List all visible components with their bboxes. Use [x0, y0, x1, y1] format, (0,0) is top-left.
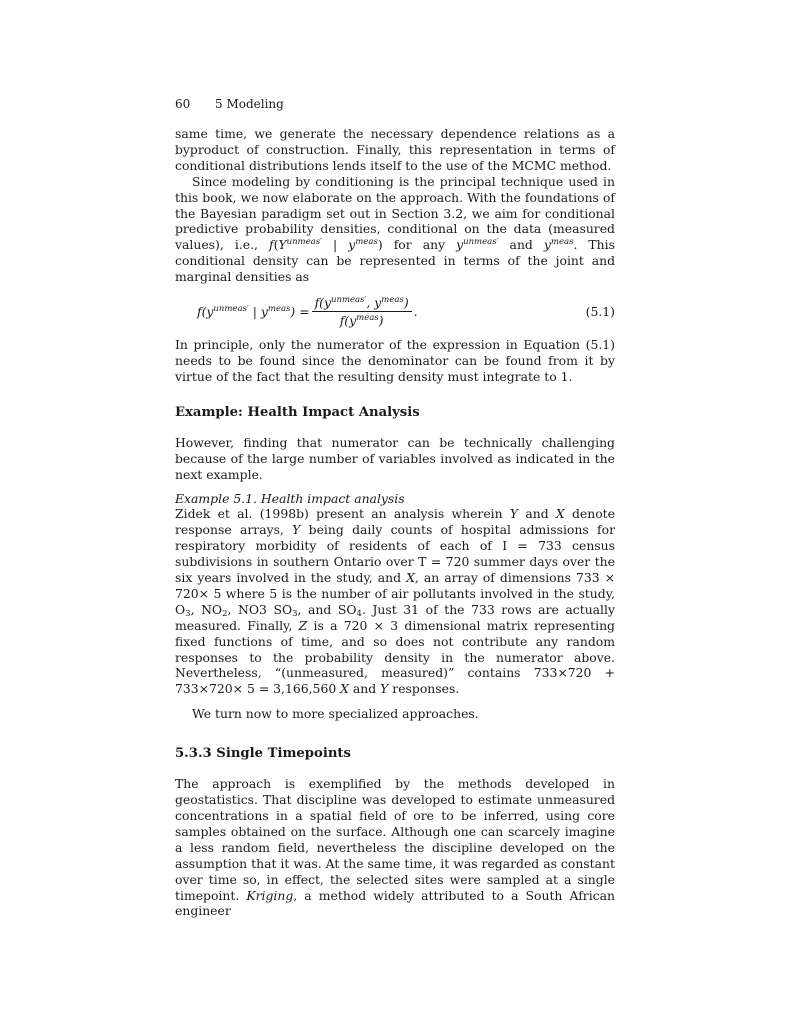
running-head — [175, 96, 615, 112]
equation-number: (5.1) — [585, 303, 615, 319]
equation-lhs: $f(y^{unmeas'}$ | $y^{meas}$) = — [197, 303, 310, 319]
paragraph-numerator: In principle, only the numerator of the expression in Equation (5.1) needs to be found since the denominator can be found from it by virtue of the fact that the resulting density must integrate to 1. — [175, 337, 615, 384]
paragraph-specialized: We turn now to more specialized approaches. — [192, 706, 479, 722]
equation-5-1: $f(y^{unmeas'}$ | $y^{meas}$) = $\frac{f(y^{unmeas'}, y^{meas})}{f(y^{meas})}$ . (5.1) — [197, 294, 615, 328]
fraction-numerator: $f(y^{unmeas'}$, $y^{meas}$) — [312, 295, 412, 312]
paragraph-challenge: However, finding that numerator can be technically challenging because of the large number of variables involved as indicated in the next example. — [175, 434, 615, 482]
heading-single-timepoints: 5.3.3 Single Timepoints — [175, 746, 351, 762]
equation-fraction — [312, 295, 412, 328]
heading-health-impact: Example: Health Impact Analysis — [175, 404, 420, 420]
page-body — [175, 96, 615, 919]
chapter-title: 5 Modeling — [215, 97, 284, 111]
fraction-denominator: $f(y^{meas})$ — [339, 312, 384, 328]
page-number: 60 — [175, 97, 191, 111]
example-heading: Example 5.1. Health impact analysis — [175, 490, 405, 506]
paragraph-geostatistics: The approach is exemplified by the methods developed in geostatistics. That discipline was developed to estimate unmeasured concentrations in a spatial field of ore to be inferred, using core samples obtained on the surface. Although one can scarcely imagine a less random field, nevertheless the discipline developed on the assumption that it was. At the same time, it was regarded as constant over time so, in effect, the selected sites were sampled at a single timepoint. Kriging, a method widely attributed to a South African engineer — [175, 776, 615, 919]
paragraph-construction: same time, we generate the necessary dependence relations as a byproduct of construction. Finally, this representation in terms of conditional distributions lends itself to the use of the MCMC method. — [175, 126, 615, 173]
paragraph-conditioning: Since modeling by conditioning is the principal technique used in this book, we now elaborate on the approach. With the foundations of the Bayesian paradigm set out in Section 3.2, we aim for conditional predictive probability densities, conditional on the data (measured values), i.e., $f(Y^{unmeas'}$ | $y^{meas}$) for any $y^{unmeas'}$ and $y^{meas}$. This conditional density can be represented in terms of the joint and marginal densities as — [175, 173, 615, 285]
paragraph-example: Zidek et al. (1998b) present an analysis wherein Y and X denote response arrays, Y being daily counts of hospital admissions for respiratory morbidity of residents of each of I = 733 census subdivisions in southern Ontario over T = 720 summer days over the six years involved in the study, and X, an array of dimensions 733 × 720× 5 where 5 is the number of air pollutants involved in the study, $O_3$, $NO_2$, NO3 $SO_3$, and $SO_4$. Just 31 of the 733 rows are actually measured. Finally, Z is a 720 × 3 dimensional matrix representing fixed functions of time, and so does not contribute any random responses to the probability density in the numerator above. Nevertheless, “(unmeasured, measured)” contains 733×720 + 733×720× 5 = 3,166,560 X and Y responses. — [175, 506, 615, 697]
